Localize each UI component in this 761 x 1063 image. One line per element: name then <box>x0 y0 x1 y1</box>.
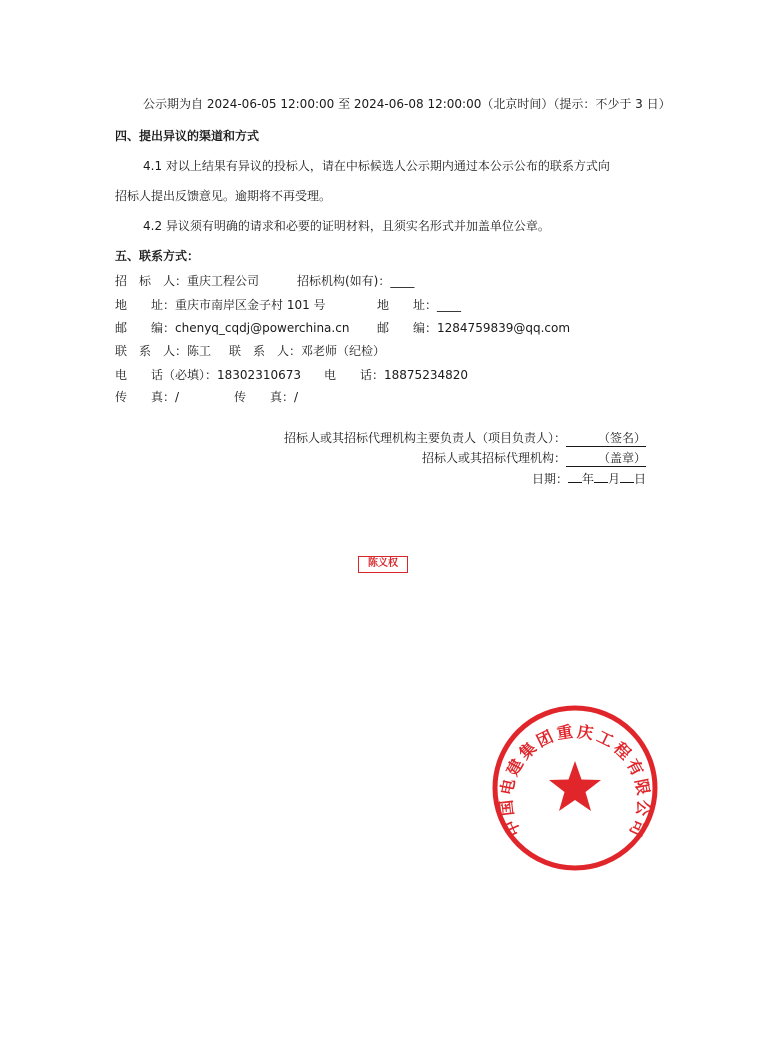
row-postcode <box>115 320 349 336</box>
date-month-blank <box>594 482 608 483</box>
left-value: 重庆工程公司 <box>187 274 260 288</box>
left-value: / <box>175 390 180 404</box>
right-label: 招标机构(如有)： <box>297 274 391 288</box>
seal-text: 中 国 电 建 集 团 重 庆 工 程 有 限 公 司 <box>496 721 654 840</box>
section4-paragraph2: 4.2 异议须有明确的请求和必要的证明材料，且须实名形式并加盖单位公章。 <box>143 219 550 233</box>
left-value: 陈工 <box>187 344 212 358</box>
star-icon <box>549 761 601 811</box>
row-fax <box>115 389 179 405</box>
right-label: 邮 编： <box>377 321 438 335</box>
row-contact-right <box>229 343 385 359</box>
right-value: / <box>294 390 299 404</box>
section4-paragraph1-line2: 招标人提出反馈意见。逾期将不再受理。 <box>115 189 332 203</box>
section5-heading: 五、联系方式： <box>115 249 200 263</box>
seal-field: （盖章） <box>566 450 646 467</box>
date-month: 月 <box>607 472 620 486</box>
row-fax-right <box>234 389 298 405</box>
responsible-label: 招标人或其招标代理机构主要负责人（项目负责人）： <box>283 431 566 445</box>
row-postcode-right <box>377 320 570 336</box>
row-address <box>115 297 326 313</box>
name-stamp: 陈义权 <box>358 556 408 573</box>
left-label: 招 标 人： <box>115 274 188 288</box>
right-label: 电 话： <box>324 368 385 382</box>
signature-line-agency <box>422 450 646 467</box>
right-value: 18875234820 <box>384 368 468 382</box>
row-bidder-right <box>297 273 414 289</box>
date-label: 日期： <box>531 472 568 486</box>
row-address-right <box>377 297 461 313</box>
right-value: ____ <box>390 274 415 288</box>
notice-period: 公示期为自 2024-06-05 12:00:00 至 2024-06-08 12:00:00（北京时间）（提示：不少于 3 日） <box>143 97 671 111</box>
date-year-blank <box>568 482 582 483</box>
row-phone-right <box>324 367 468 383</box>
right-value: ____ <box>437 298 462 312</box>
section4-heading: 四、提出异议的渠道和方式 <box>115 129 260 143</box>
left-label: 地 址： <box>115 298 176 312</box>
left-label: 电 话（必填）： <box>115 368 218 382</box>
left-label: 邮 编： <box>115 321 176 335</box>
right-label: 联 系 人： <box>229 344 302 358</box>
left-label: 传 真： <box>115 390 176 404</box>
signature-field: （签名） <box>566 430 646 447</box>
right-label: 地 址： <box>377 298 438 312</box>
agency-label: 招标人或其招标代理机构： <box>421 451 566 465</box>
date-day-blank <box>620 482 634 483</box>
left-label: 联 系 人： <box>115 344 188 358</box>
signature-line-responsible <box>284 430 646 447</box>
company-seal <box>490 703 660 873</box>
left-value: chenyq_cqdj@powerchina.cn <box>175 321 350 335</box>
section4-paragraph1-line1: 4.1 对以上结果有异议的投标人，请在中标候选人公示期内通过本公示公布的联系方式向 <box>143 159 610 173</box>
left-value: 重庆市南岸区金子村 101 号 <box>175 298 326 312</box>
right-value: 邓老师（纪检） <box>301 344 386 358</box>
row-bidder <box>115 273 259 289</box>
row-phone <box>115 367 301 383</box>
date-day: 日 <box>633 472 646 486</box>
left-value: 18302310673 <box>217 368 301 382</box>
row-contact <box>115 343 211 359</box>
right-label: 传 真： <box>234 390 295 404</box>
signature-date <box>532 471 646 487</box>
right-value: 1284759839@qq.com <box>437 321 571 335</box>
date-year: 年 <box>581 472 594 486</box>
